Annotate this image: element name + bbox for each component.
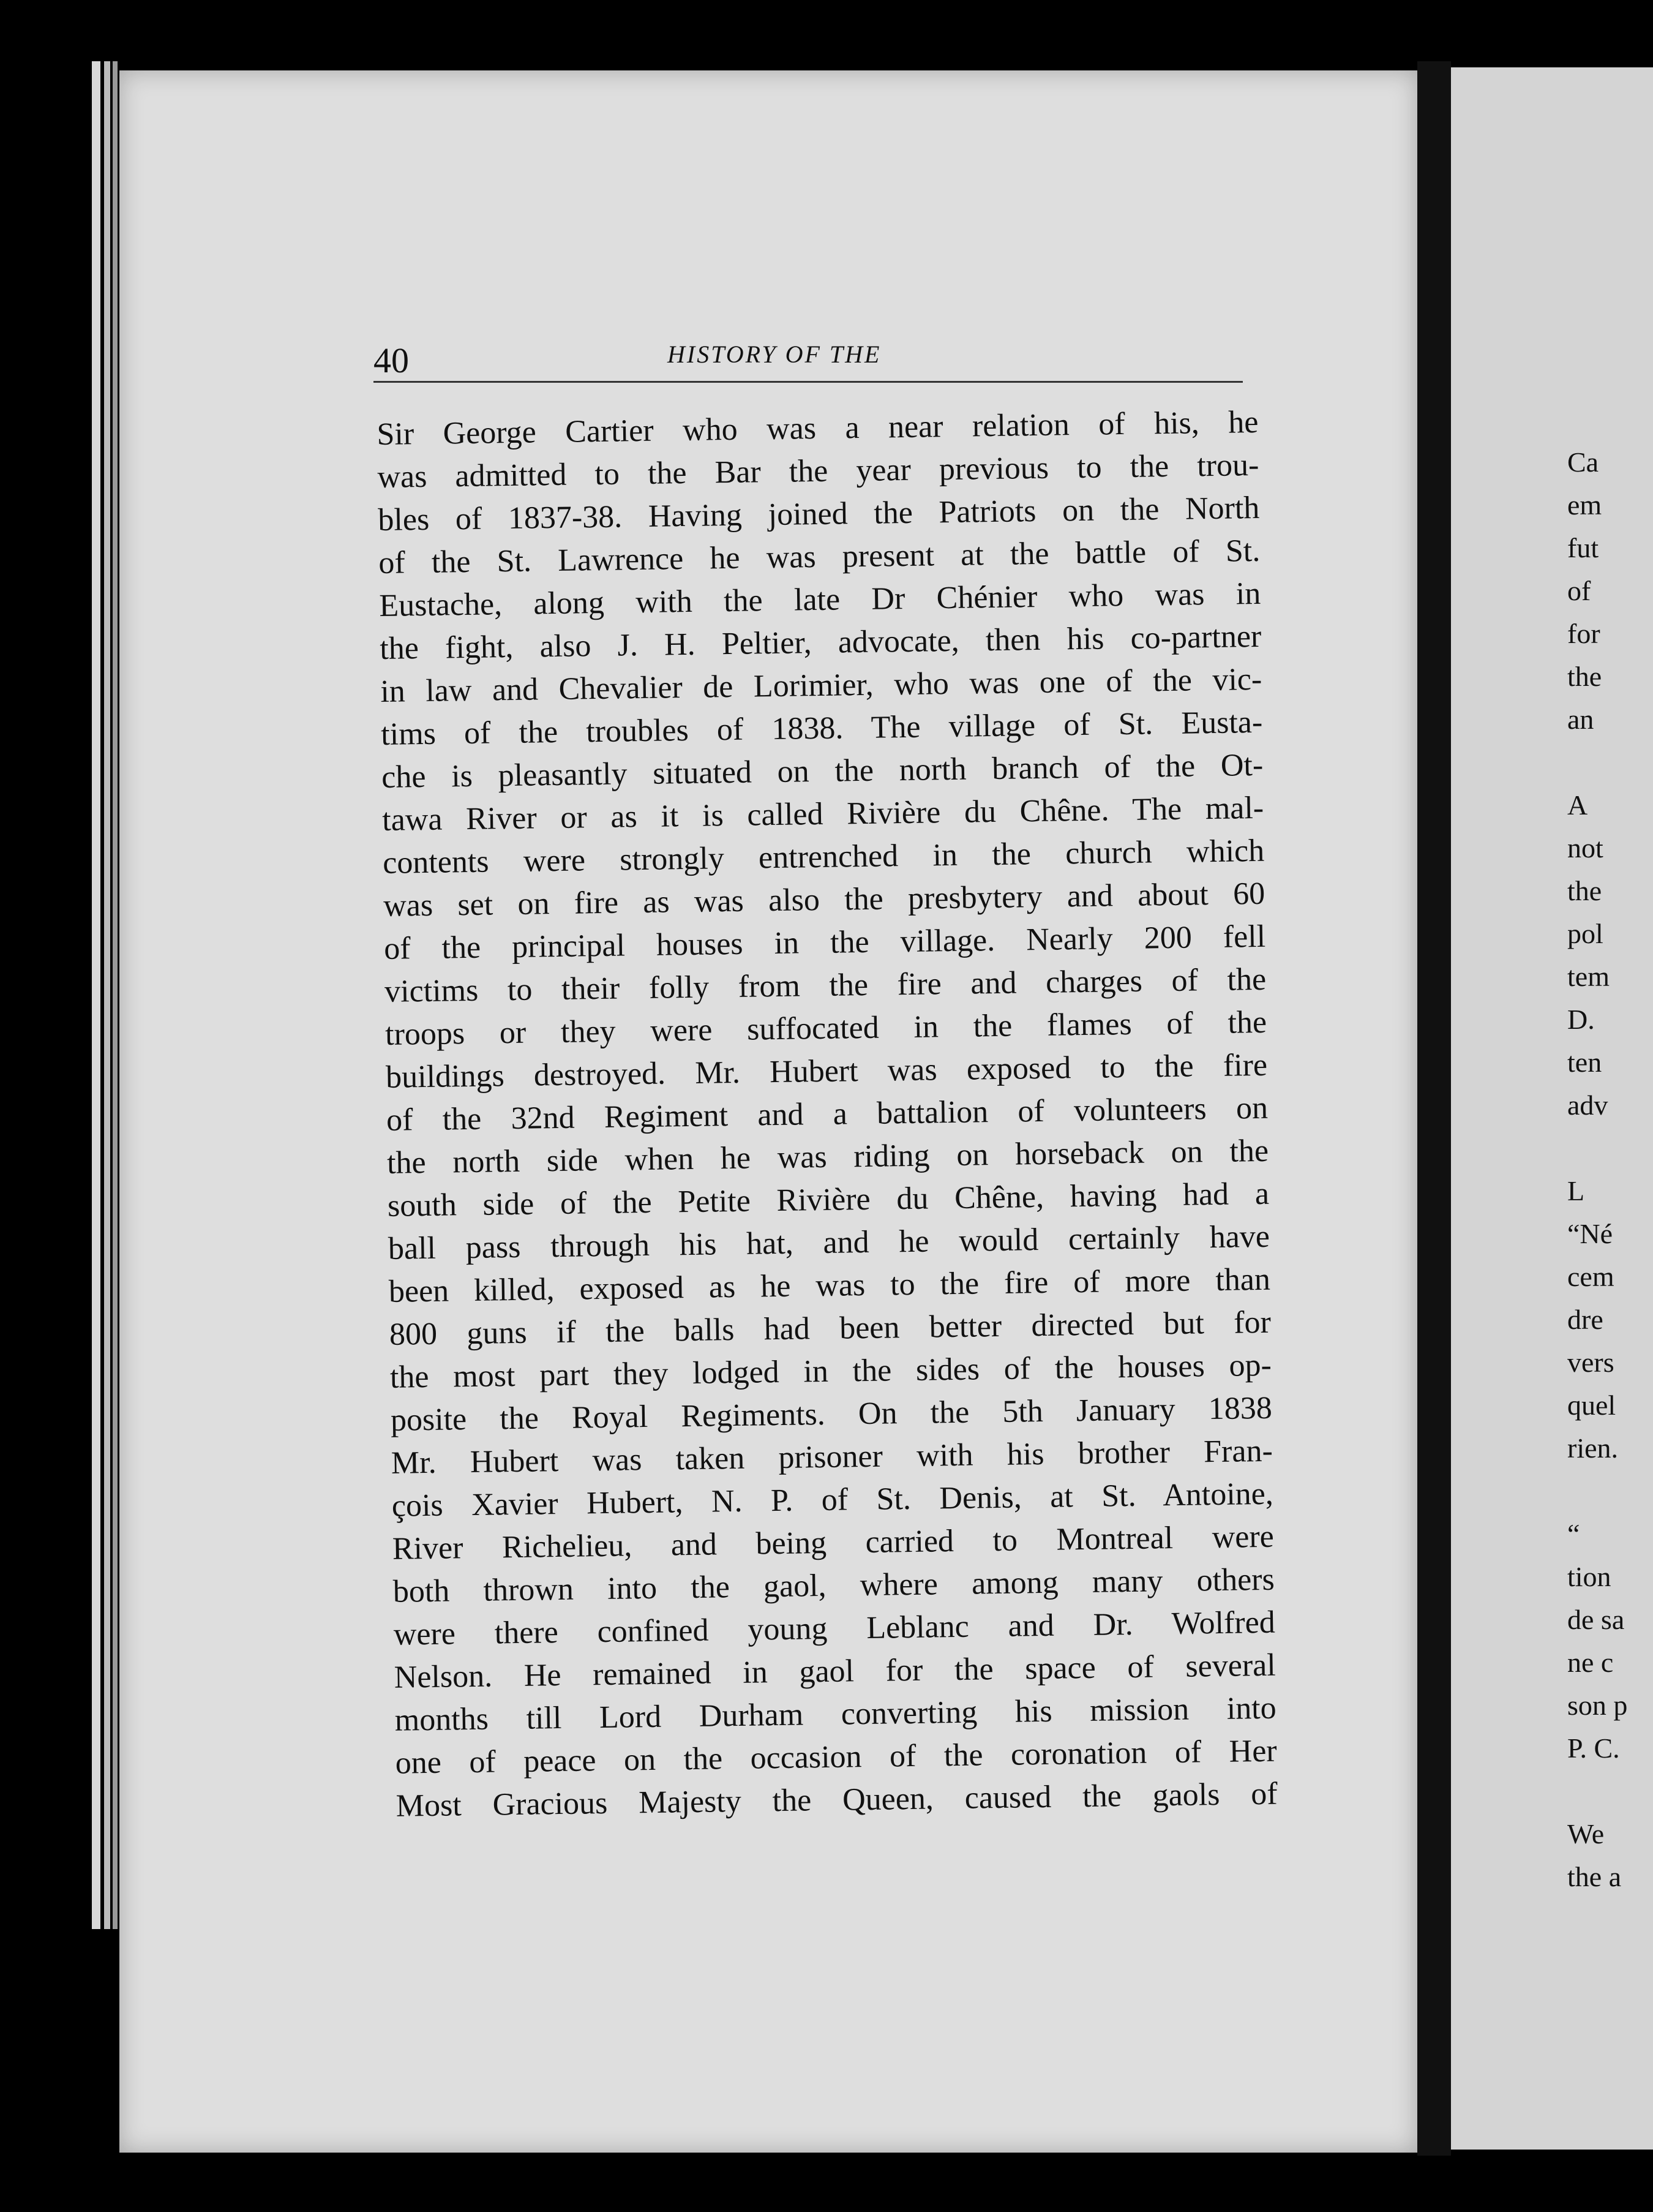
book-edge — [92, 61, 100, 1929]
text-line: the fight, also J. H. Peltier, advocate, then his co-partner — [379, 619, 1262, 666]
text-line: the north side when he was riding on horseback on the — [386, 1133, 1269, 1181]
facing-text-fragment — [1567, 1770, 1627, 1813]
facing-text-fragment: tion — [1567, 1561, 1611, 1592]
text-line: Most Gracious Majesty the Queen, caused the gaols of — [395, 1776, 1278, 1824]
facing-text-fragment: son p — [1567, 1690, 1628, 1721]
running-title: HISTORY OF THE — [667, 340, 882, 368]
facing-text-fragment: cem — [1567, 1261, 1614, 1292]
book-edge — [104, 61, 110, 1929]
text-line: Eustache, along with the late Dr Chénier who was in — [378, 576, 1261, 623]
text-line: tawa River or as it is called Rivière du Chêne. The mal- — [381, 790, 1264, 838]
body-text — [377, 401, 1302, 1827]
facing-text-fragment: the — [1567, 661, 1602, 692]
text-line: in law and Chevalier de Lorimier, who was one of the vic- — [380, 661, 1262, 709]
facing-text-fragment: D. — [1567, 1004, 1595, 1035]
text-line: months till Lord Durham converting his mission into — [394, 1690, 1277, 1738]
page-number: 40 — [373, 340, 409, 380]
text-line: was set on fire as was also the presbytery and about 60 — [383, 876, 1265, 924]
facing-text-fragment — [1567, 1470, 1627, 1513]
text-line: bles of 1837-38. Having joined the Patriots on the North — [378, 490, 1260, 538]
text-line: been killed, exposed as he was to the fire of more than — [388, 1262, 1271, 1309]
text-line: victims to their folly from the fire and charges of the — [384, 961, 1267, 1009]
text-line: çois Xavier Hubert, N. P. of St. Denis, at St. Antoine, — [391, 1476, 1274, 1524]
facing-text-fragment: ten — [1567, 1047, 1602, 1078]
text-line: of the principal houses in the village. Nearly 200 fell — [383, 919, 1266, 966]
facing-text-fragment: for — [1567, 618, 1600, 649]
text-line: ball pass through his hat, and he would certainly have — [388, 1219, 1270, 1266]
facing-text-fragment: P. C. — [1567, 1732, 1620, 1764]
facing-text-fragment: “Né — [1567, 1218, 1613, 1249]
facing-text-fragment: L — [1567, 1175, 1585, 1206]
facing-text-fragment: A — [1567, 789, 1588, 821]
facing-text-fragment: an — [1567, 704, 1594, 735]
text-line: was admitted to the Bar the year previous to the trou- — [377, 447, 1259, 495]
text-line: posite the Royal Regiments. On the 5th January 1838 — [390, 1390, 1273, 1438]
facing-text-fragment: vers — [1567, 1347, 1614, 1378]
text-line: Sir George Cartier who was a near relation of his, he — [377, 404, 1259, 452]
text-line: the most part they lodged in the sides of the houses op- — [389, 1347, 1272, 1395]
facing-text-fragment: Ca — [1567, 446, 1599, 478]
facing-text-fragment: the a — [1567, 1861, 1622, 1892]
text-line: 800 guns if the balls had been better directed but for — [389, 1304, 1272, 1352]
facing-text-fragment: We — [1567, 1818, 1605, 1849]
facing-text-fragment — [1567, 1127, 1627, 1170]
text-line: River Richelieu, and being carried to Montreal were — [392, 1519, 1275, 1567]
facing-text-fragment: pol — [1567, 918, 1603, 949]
facing-text-fragment: tem — [1567, 961, 1610, 992]
text-line: tims of the troubles of 1838. The village of St. Eusta- — [380, 704, 1263, 752]
header-rule — [373, 381, 1243, 383]
facing-text-fragment: quel — [1567, 1390, 1616, 1421]
text-line: troops or they were suffocated in the flames of the — [384, 1004, 1267, 1052]
facing-text-fragment: ne c — [1567, 1647, 1614, 1678]
text-line: Nelson. He remained in gaol for the space of several — [394, 1647, 1276, 1695]
text-line: one of peace on the occasion of the coronation of Her — [395, 1733, 1278, 1781]
text-line: both thrown into the gaol, where among many others — [392, 1562, 1275, 1609]
running-head — [373, 165, 1243, 398]
facing-text-fragment: of — [1567, 575, 1591, 606]
text-line: buildings destroyed. Mr. Hubert was exposed to the fire — [385, 1047, 1268, 1095]
text-line: contents were strongly entrenched in the church which — [382, 833, 1265, 881]
facing-text-fragment: the — [1567, 875, 1602, 906]
facing-text-fragment: fut — [1567, 532, 1599, 563]
facing-text-fragment: de sa — [1567, 1604, 1625, 1635]
book-gutter — [1417, 61, 1451, 2156]
text-line: of the 32nd Regiment and a battalion of volunteers on — [386, 1090, 1269, 1138]
facing-text-fragment — [1567, 741, 1627, 784]
text-line: south side of the Petite Rivière du Chêne, having had a — [387, 1176, 1270, 1224]
facing-text-fragment: not — [1567, 832, 1603, 863]
text-line: Mr. Hubert was taken prisoner with his brother Fran- — [391, 1433, 1273, 1481]
facing-text-fragment: dre — [1567, 1304, 1603, 1335]
text-line: of the St. Lawrence he was present at the battle of St. — [378, 533, 1261, 581]
facing-text-fragment: em — [1567, 489, 1602, 521]
facing-page-text — [1567, 441, 1627, 1898]
facing-text-fragment: rien. — [1567, 1432, 1619, 1464]
facing-text-fragment: adv — [1567, 1089, 1608, 1121]
book-edge — [113, 61, 118, 1929]
text-line: were there confined young Leblanc and Dr. Wolfred — [393, 1604, 1276, 1652]
text-line: che is pleasantly situated on the north branch of the Ot- — [381, 747, 1264, 795]
facing-text-fragment: “ — [1567, 1518, 1580, 1549]
